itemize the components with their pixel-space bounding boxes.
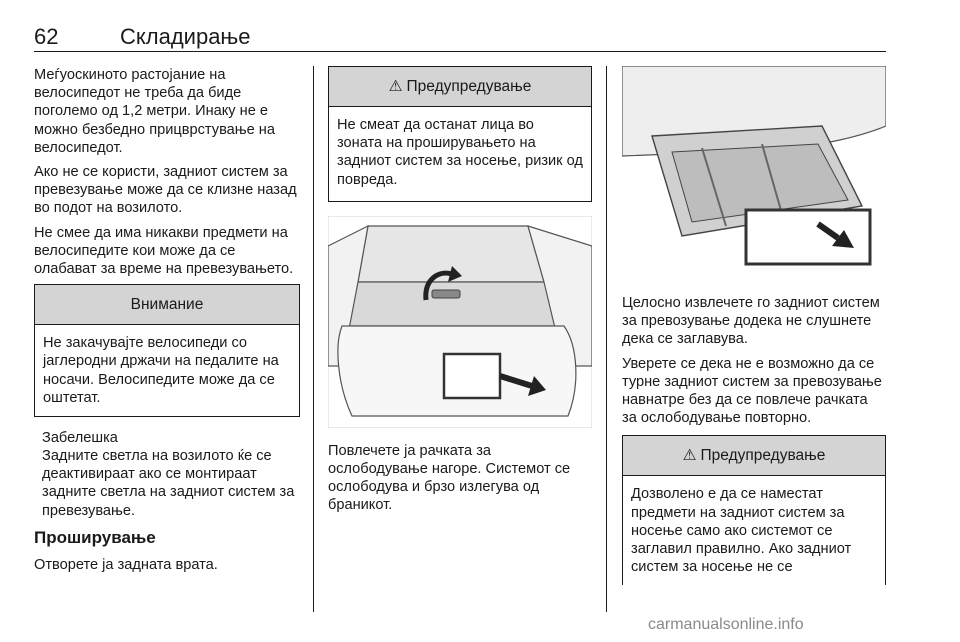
paragraph-loose-items: Не смее да има никакви предмети на велосипедите кои може да се олабават за време на превезувањето. [34, 224, 294, 278]
paragraph-open-tailgate: Отворете ја задната врата. [34, 556, 218, 573]
paragraph-check-lock: Уверете се дека не е возможно да се турне задниот систем за превозување навнатре без да се повлече рачката за ослободување повторно. [622, 355, 882, 427]
column-3 [622, 66, 886, 585]
warning-triangle-icon: ⚠ [682, 447, 697, 465]
caution-text: Не закачувајте велосипеди со јаглеродни држачи на педалите на носачи. Велосипедите може да се оштетат. [43, 335, 279, 406]
paragraph-pull-handle: Повлечете ја рачката за ослободување нагоре. Системот се ослободува и брзо излегува од браникот. [328, 442, 571, 514]
warning-title [329, 67, 591, 107]
figure-extended-carrier [622, 66, 886, 278]
column-divider-right [606, 66, 607, 612]
column-2 [328, 66, 592, 521]
chapter-title: Складирање [120, 24, 251, 49]
section-heading-extension: Проширување [34, 527, 156, 547]
warning-box-persons [328, 66, 592, 202]
caution-title: Внимание [35, 285, 299, 325]
figure-release-handle [328, 216, 592, 428]
warning-title-text: Предупредување [700, 446, 826, 464]
page-number: 62 [34, 24, 59, 49]
paragraph-slide-back: Ако не се користи, задниот систем за превезување може да се клизне назад во подот на возилото. [34, 164, 297, 217]
warning-text: Не смеат да останат лица во зоната на проширувањето на задниот систем за носење, ризик од повреда. [337, 117, 583, 188]
paragraph-wheelbase: Меѓуоскиното растојание на велосипедот не треба да биде поголемо од 1,2 метри. Инаку не е можно безбедно прицврстување на велосипедот. [34, 67, 275, 156]
warning-title [623, 436, 885, 476]
note-title: Забелешка [42, 430, 118, 447]
page-header [34, 22, 886, 52]
site-watermark: carmanualsonline.info [648, 616, 804, 633]
caution-box [34, 284, 300, 417]
note-text: Задните светла на возилото ќе се деактивираат ако се монтираат задните светла на задниот систем за превезување. [42, 448, 295, 519]
paragraph-pull-out: Целосно извлечете го задниот систем за превозување додека не слушнете дека се заглавува. [622, 295, 880, 348]
warning-box-locked [622, 435, 886, 585]
warning-title-text: Предупредување [406, 77, 532, 95]
column-1 [34, 66, 300, 580]
warning-triangle-icon: ⚠ [388, 78, 403, 95]
warning-text: Дозволено е да се наместат предмети на задниот систем за носење само ако системот се заглавил правилно. Ако задниот систем за носење не се [631, 486, 852, 576]
note-block [34, 429, 300, 520]
column-divider-left [313, 66, 314, 612]
